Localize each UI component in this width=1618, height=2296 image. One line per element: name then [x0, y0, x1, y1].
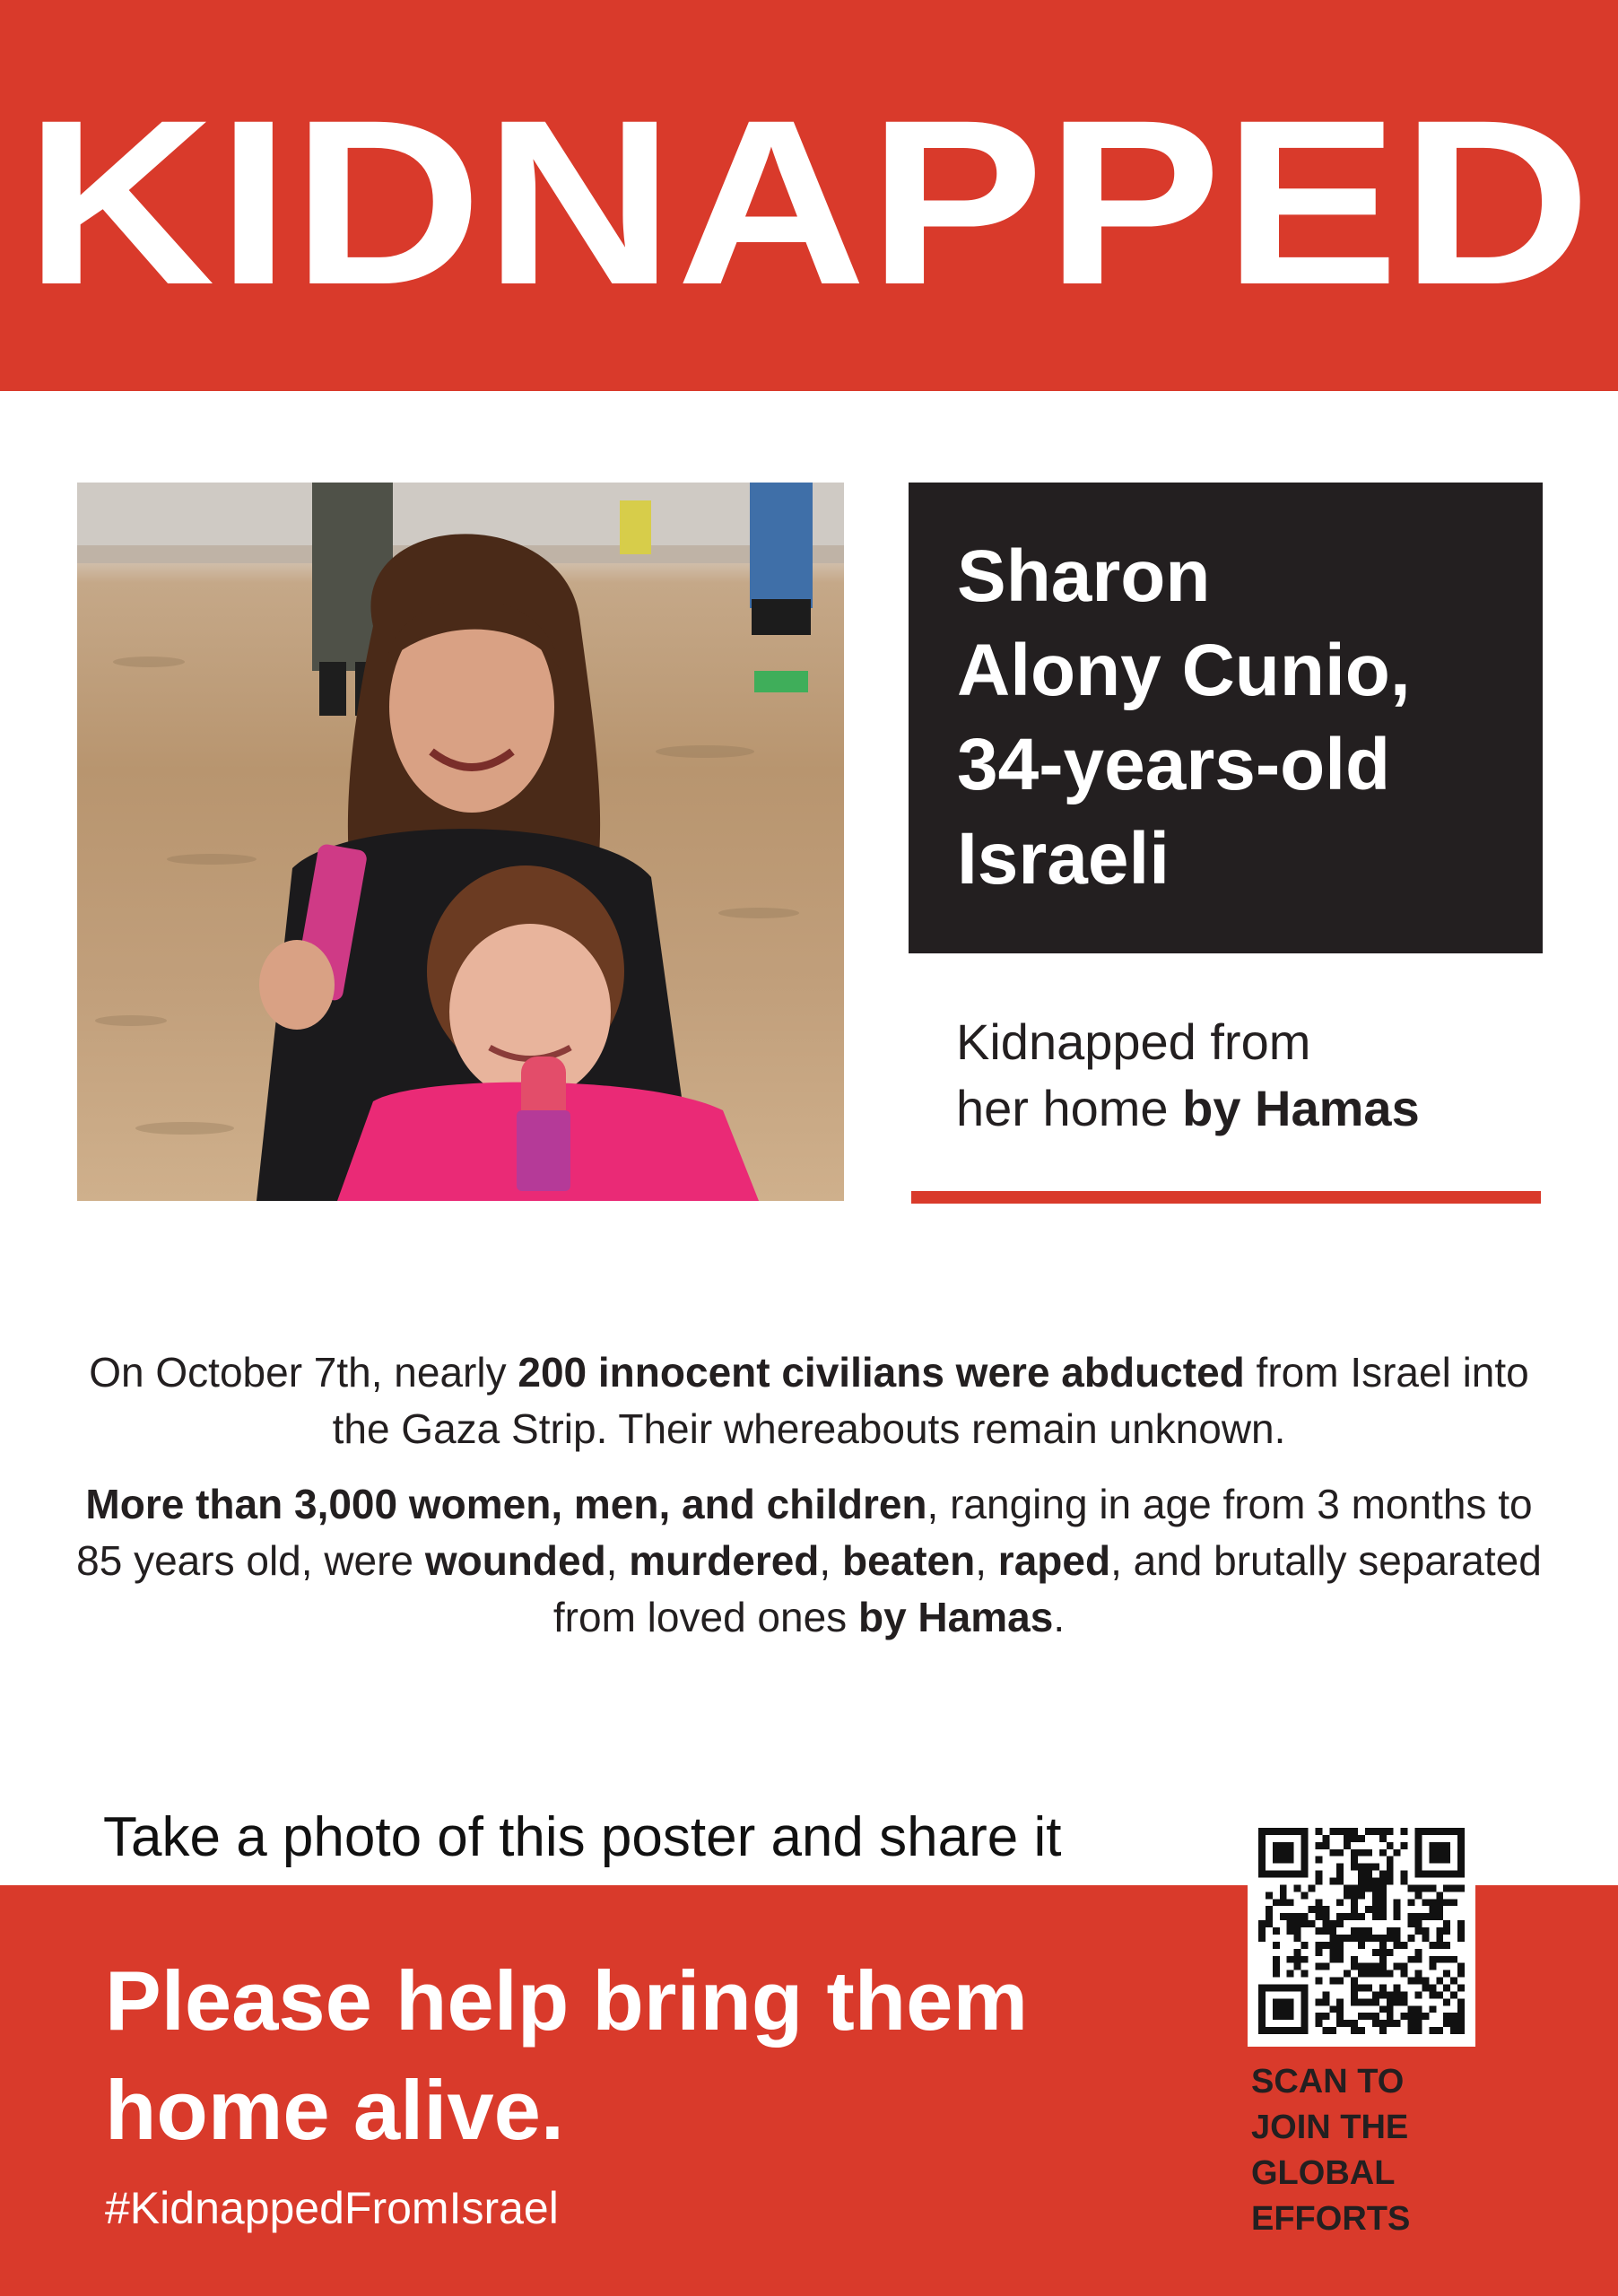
hashtag: #KidnappedFromIsrael [105, 2183, 559, 2233]
victim-name [957, 529, 1531, 906]
name-box [909, 483, 1543, 953]
cta-line-2: home alive. [105, 2063, 564, 2157]
p2-bold-3: murdered [629, 1537, 820, 1584]
scan-line-2: JOIN THE [1251, 2109, 1409, 2146]
share-instruction: Take a photo of this poster and share it [103, 1806, 1062, 1868]
scan-instruction [1251, 2059, 1484, 2242]
p2-bold-1: More than 3,000 women, men, and children [85, 1481, 927, 1527]
p1-bold-1: 200 innocent civilians were abducted [518, 1349, 1245, 1396]
p2-bold-2: wounded [424, 1537, 606, 1584]
red-divider [911, 1191, 1541, 1204]
subtitle-bold: by Hamas [1182, 1080, 1420, 1136]
scan-line-3: GLOBAL [1251, 2154, 1396, 2192]
p1-text-2: from Israel into the Gaza Strip. Their whereabouts remain unknown. [332, 1349, 1529, 1452]
p2-bold-5: raped [997, 1537, 1111, 1584]
subtitle-regular: her home [956, 1080, 1183, 1136]
name-line-4: Israeli [957, 818, 1170, 900]
subtitle-line-2 [956, 1075, 1530, 1142]
p2-bold-6: by Hamas [857, 1594, 1054, 1640]
p2-bold-4: beaten [841, 1537, 976, 1584]
name-line-3: 34-years-old [957, 724, 1391, 805]
name-line-2: Alony Cunio, [957, 630, 1411, 711]
p2-text-2: , and brutally separated from loved ones [552, 1537, 1542, 1640]
portrait-photo [77, 483, 844, 1201]
name-line-1: Sharon [957, 535, 1211, 617]
subtitle-line-1: Kidnapped from [956, 1013, 1311, 1070]
p2-sep-2: , [819, 1537, 842, 1584]
qr-code-icon [1258, 1828, 1465, 2034]
paragraph-abduction [72, 1344, 1546, 1457]
scan-line-1: SCAN TO [1251, 2063, 1405, 2100]
p1-text-1: On October 7th, nearly [89, 1349, 518, 1396]
kidnapped-subtitle [956, 1009, 1530, 1142]
qr-code[interactable] [1248, 1817, 1475, 2047]
p2-end: . [1053, 1594, 1066, 1640]
p2-sep-3: , [975, 1537, 998, 1584]
headline: KIDNAPPED [24, 71, 1594, 334]
cta-line-1: Please help bring them [105, 1953, 1029, 2048]
paragraph-victims [72, 1476, 1546, 1646]
scan-line-4: EFFORTS [1251, 2200, 1411, 2238]
p2-sep-1: , [605, 1537, 630, 1584]
p2-text-1: , ranging in age from 3 months to 85 years old, were [76, 1481, 1533, 1584]
portrait-illustration [77, 483, 844, 1201]
call-to-action [105, 1946, 1181, 2165]
